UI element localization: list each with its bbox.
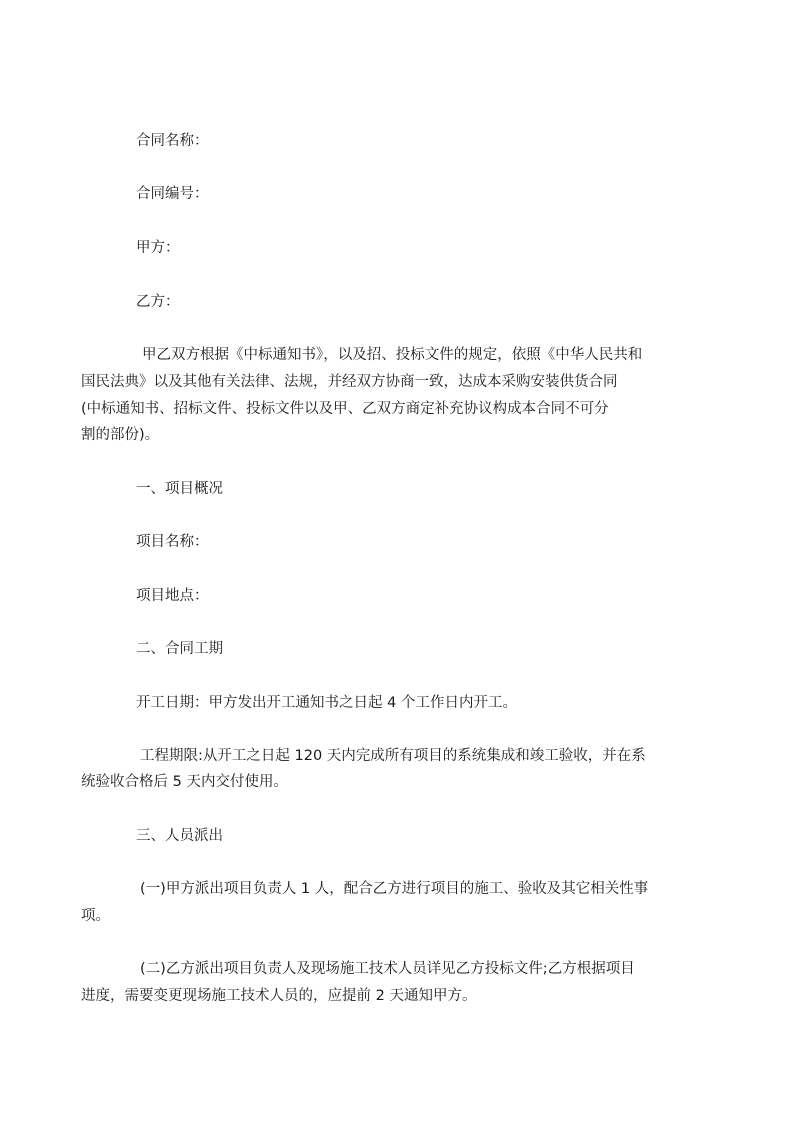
party-a-label: 甲方： bbox=[136, 240, 180, 256]
party-b-label: 乙方： bbox=[136, 294, 180, 310]
preamble-line: 甲乙双方根据《中标通知书》，以及招、投标文件的规定，依照《中华人民共和 bbox=[142, 347, 643, 363]
personnel-item-1-line: (一)甲方派出项目负责人 1 人，配合乙方进行项目的施工、验收及其它相关性事 bbox=[140, 881, 649, 897]
section-heading-personnel: 三、人员派出 bbox=[136, 828, 223, 844]
project-name-label: 项目名称： bbox=[136, 534, 209, 550]
preamble-line: 割的部份)。 bbox=[81, 427, 160, 443]
preamble-line: 国民法典》以及其他有关法律、法规，并经双方协商一致，达成本采购安装供货合同 bbox=[81, 374, 618, 390]
duration-clause-line: 统验收合格后 5 天内交付使用。 bbox=[81, 774, 288, 790]
project-location-label: 项目地点： bbox=[136, 588, 209, 604]
personnel-item-1-line: 项。 bbox=[81, 908, 110, 924]
section-heading-duration: 二、合同工期 bbox=[136, 641, 223, 657]
contract-name-label: 合同名称： bbox=[136, 133, 209, 149]
personnel-item-2-line: (二)乙方派出项目负责人及现场施工技术人员详见乙方投标文件;乙方根据项目 bbox=[140, 961, 635, 977]
personnel-item-2-line: 进度，需要变更现场施工技术人员的，应提前 2 天通知甲方。 bbox=[81, 988, 477, 1004]
start-date-clause: 开工日期：甲方发出开工通知书之日起 4 个工作日内开工。 bbox=[136, 695, 517, 711]
section-heading-overview: 一、项目概况 bbox=[136, 481, 223, 497]
preamble-line: (中标通知书、招标文件、投标文件以及甲、乙双方商定补充协议构成本合同不可分 bbox=[81, 401, 609, 417]
contract-number-label: 合同编号： bbox=[136, 186, 209, 202]
duration-clause-line: 工程期限:从开工之日起 120 天内完成所有项目的系统集成和竣工验收，并在系 bbox=[140, 748, 646, 764]
